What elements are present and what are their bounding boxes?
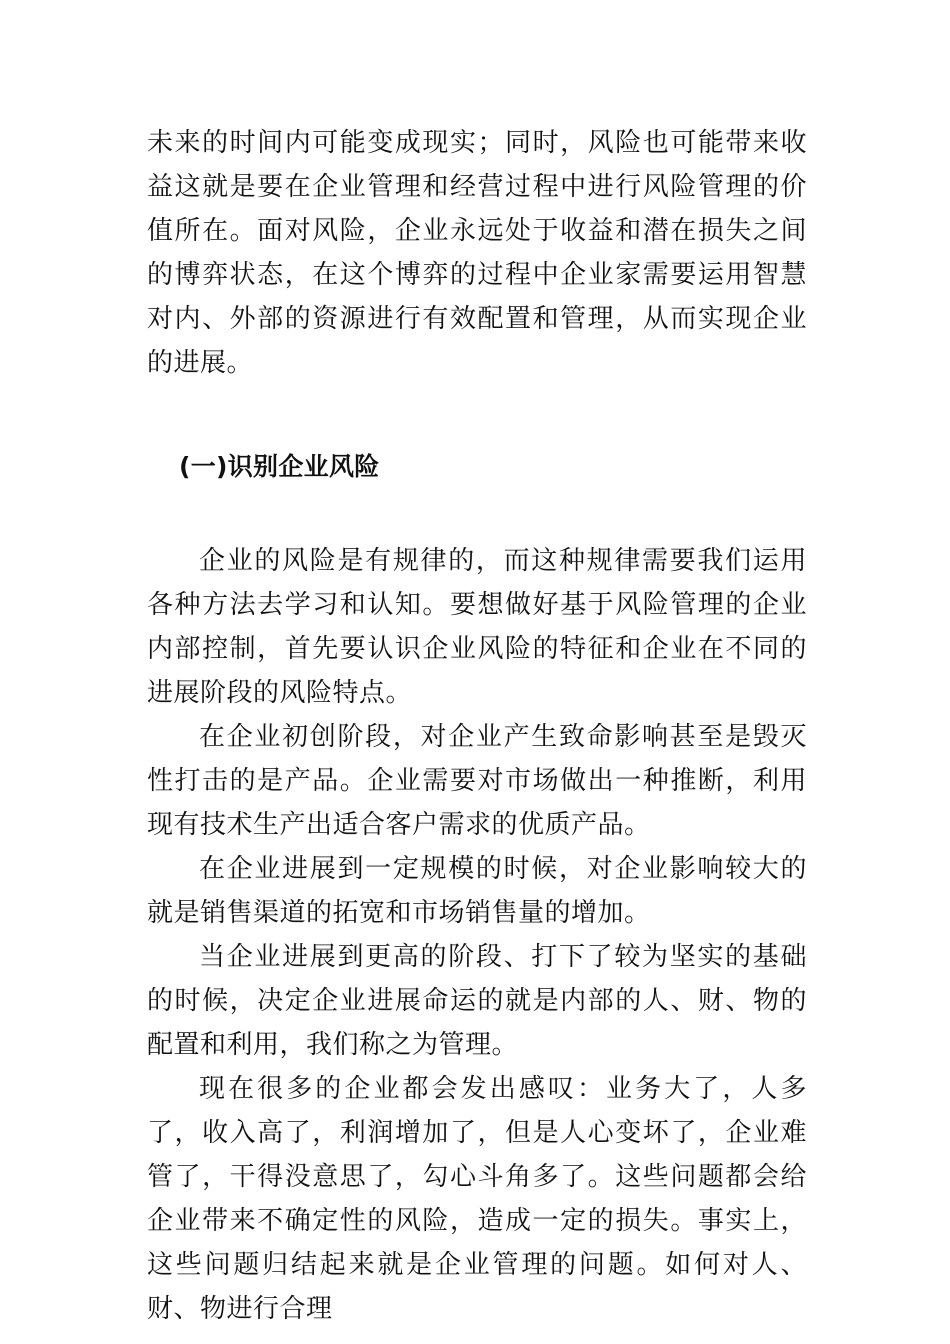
intro-paragraph: 未来的时间内可能变成现实；同时，风险也可能带来收益这就是要在企业管理和经营过程中进行风险管理的价值所在。面对风险，企业永远处于收益和潜在损失之间的博弈状态，在这个博弈的过程中企业家需要运用智慧对内、外部的资源进行有效配置和管理，从而实现企业的进展。 — [147, 128, 807, 378]
document-page — [147, 121, 807, 1331]
body-paragraph-2: 在企业初创阶段，对企业产生致命影响甚至是毁灭性打击的是产品。企业需要对市场做出一种推断，利用现有技术生产出适合客户需求的优质产品。 — [147, 722, 807, 840]
body-paragraph-3: 在企业进展到一定规模的时候，对企业影响较大的就是销售渠道的拓宽和市场销售量的增加。 — [147, 854, 807, 928]
body-paragraph-5: 现在很多的企业都会发出感叹：业务大了，人多了，收入高了，利润增加了，但是人心变坏了，企业难管了，干得没意思了，勾心斗角多了。这些问题都会给企业带来不确定性的风险，造成一定的损失。事实上，这些问题归结起来就是企业管理的问题。如何对人、财、物进行合理 — [147, 1074, 807, 1324]
body-paragraph-1: 企业的风险是有规律的，而这种规律需要我们运用各种方法去学习和认知。要想做好基于风险管理的企业内部控制，首先要认识企业风险的特征和企业在不同的进展阶段的风险特点。 — [147, 546, 807, 708]
section-heading: (一)识别企业风险 — [179, 452, 380, 481]
body-paragraph-4: 当企业进展到更高的阶段、打下了较为坚实的基础的时候，决定企业进展命运的就是内部的人、财、物的配置和利用，我们称之为管理。 — [147, 942, 807, 1060]
